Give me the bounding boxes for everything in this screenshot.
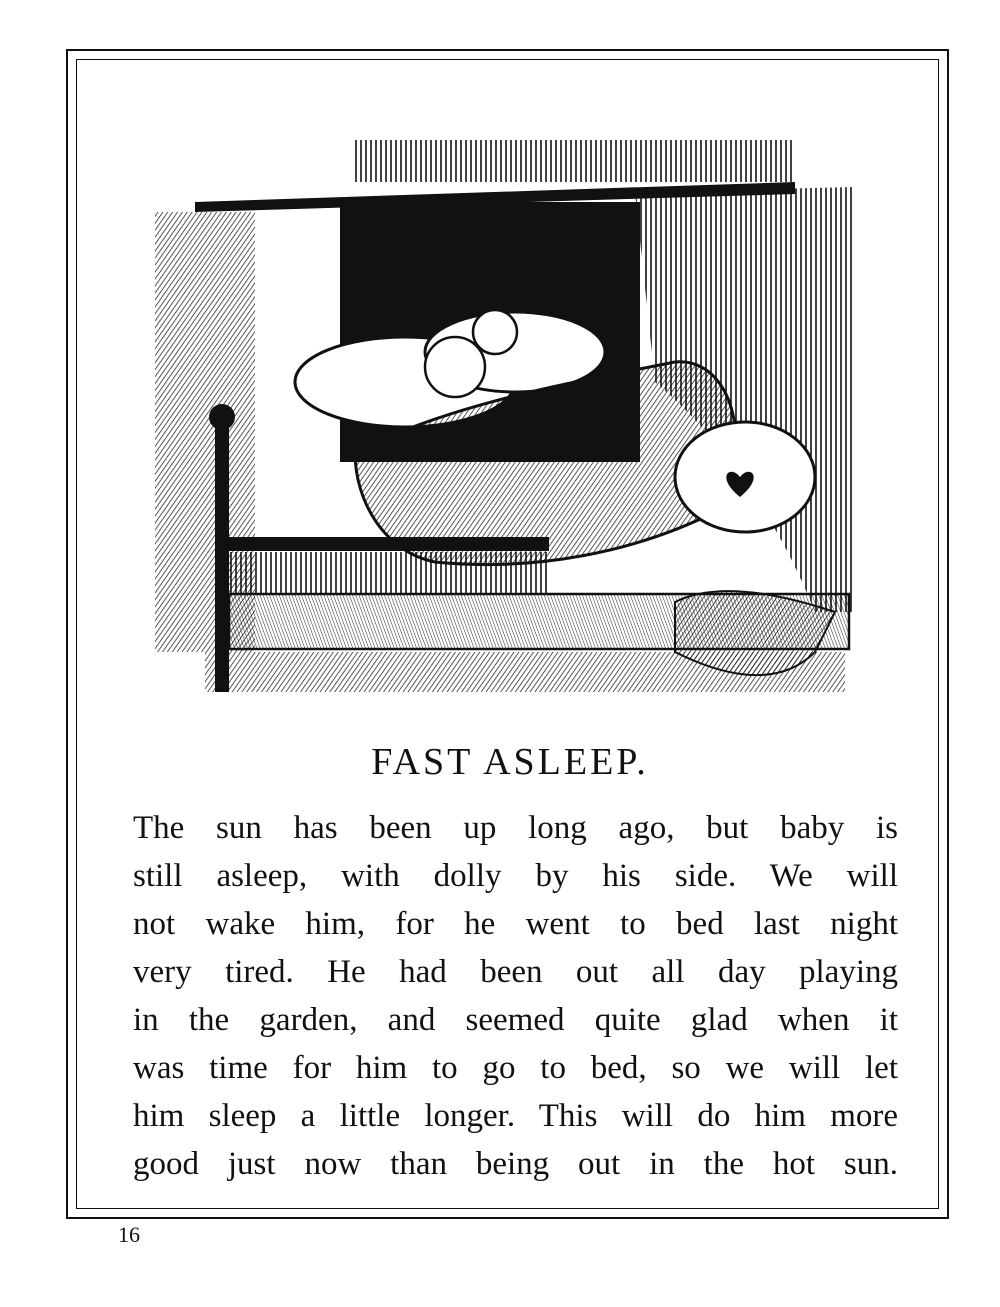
bed-spindles [229,552,549,594]
story-line: very tired. He had been out all day playing [133,954,898,990]
story-line: was time for him to go to bed, so we will let [133,1050,898,1086]
story-line: in the garden, and seemed quite glad when it [133,1002,898,1038]
bedpost-knob [209,404,235,430]
doll-head [473,310,517,354]
bed-rail [229,537,549,551]
sleeping-child-in-bed-illustration [155,132,860,697]
floor [205,652,845,692]
canopy-valance [355,140,795,182]
page-number: 16 [118,1222,140,1247]
story-line: good just now than being out in the hot sun. [133,1146,898,1182]
page-title: FAST ASLEEP. [371,741,649,783]
story-line: him sleep a little longer. This will do him more [133,1098,898,1134]
story-line: The sun has been up long ago, but baby is [133,810,898,846]
story-text [133,804,898,1188]
story-line: not wake him, for he went to bed last night [133,906,898,942]
story-line: still asleep, with dolly by his side. We will [133,858,898,894]
bedpost [215,412,229,692]
child-head [425,337,485,397]
